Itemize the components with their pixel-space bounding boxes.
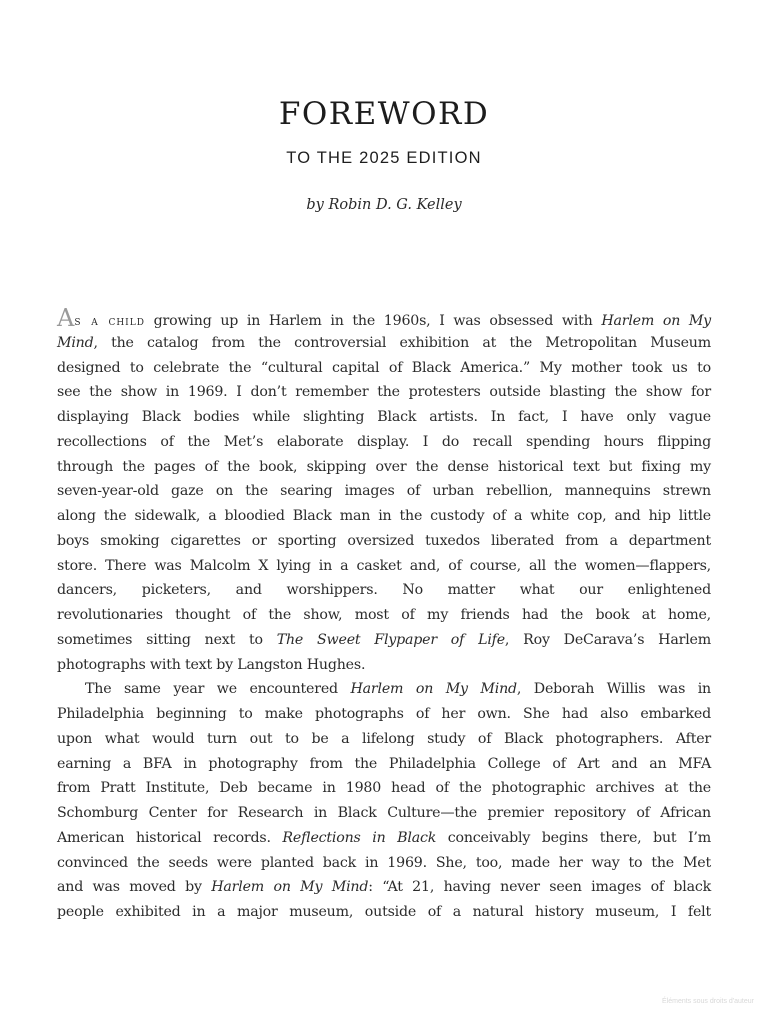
text-line [57, 504, 711, 529]
text-run: dancers, picketers, and worshippers. No matter what our enlightened [57, 582, 711, 599]
text-line [57, 727, 711, 752]
text-line [57, 851, 711, 876]
text-line [57, 603, 711, 628]
text-line [57, 752, 711, 777]
text-run: store. There was Malcolm X lying in a casket and, of course, all the women—flappers, [57, 557, 711, 574]
text-line [57, 529, 711, 554]
text-run: from Pratt Institute, Deb became in 1980 head of the photographic archives at the [57, 780, 711, 797]
text-line [57, 677, 711, 702]
author-byline: by Robin D. G. Kelley [306, 197, 462, 213]
text-line [57, 554, 711, 579]
text-run: revolutionaries thought of the show, most of my friends had the book at home, [57, 607, 711, 623]
text-line [57, 405, 711, 430]
text-line [57, 776, 711, 801]
text-run: upon what would turn out to be a lifelong study of Black photographers. After [57, 730, 711, 747]
italic-title: Harlem on My [601, 313, 712, 329]
text-run: Schomburg Center for Research in Black Culture—the premier repository of African [57, 805, 711, 821]
text-line [57, 875, 711, 900]
text-run: designed to celebrate the “cultural capital of Black America.” My mother took us to [57, 359, 711, 376]
text-line [57, 380, 711, 405]
text-run: Philadelphia beginning to make photographs of her own. She had also embarked [57, 706, 711, 722]
text-run: along the sidewalk, a bloodied Black man in the custody of a white cop, and hip little [57, 508, 711, 524]
text-run: , the catalog from the controversial exhibition at the Metropolitan Museum [93, 334, 711, 351]
text-line [57, 702, 711, 727]
text-run: American historical records. [57, 829, 283, 846]
italic-title: Harlem on My Mind [350, 681, 517, 698]
chapter-subtitle: TO THE 2025 EDITION [286, 149, 482, 167]
italic-title: Harlem on My Mind [211, 879, 369, 896]
text-run: sometimes sitting next to [57, 631, 277, 648]
text-run: recollections of the Met’s elaborate display. I do recall spending hours flipping [57, 433, 711, 450]
italic-title: Mind [57, 334, 94, 351]
text-run: growing up in Harlem in the 1960s, I was obsessed with [144, 313, 602, 329]
text-run: displaying Black bodies while slighting Black artists. In fact, I have only vague [57, 409, 711, 425]
text-run: boys smoking cigarettes or sporting oversized tuxedos liberated from a department [57, 532, 711, 549]
text-line [57, 628, 711, 653]
text-run: and was moved by [57, 879, 212, 896]
text-run: seven-year-old gaze on the searing images of urban rebellion, mannequins strewn [57, 483, 711, 500]
text-run: convinced the seeds were planted back in 1969. She, too, made her way to the Met [57, 854, 711, 871]
text-line [57, 801, 711, 826]
text-run: people exhibited in a major museum, outside of a natural history museum, I felt [57, 904, 711, 920]
text-line [57, 306, 711, 331]
text-line [57, 356, 711, 381]
text-run: through the pages of the book, skipping over the dense historical text but fixing my [57, 458, 711, 475]
text-run: : “At 21, having never seen images of black [368, 879, 712, 896]
drop-cap: A [57, 304, 75, 332]
text-run: , Roy DeCarava’s Harlem [504, 631, 711, 648]
text-line [57, 900, 711, 925]
italic-title: Reflections in Black [282, 829, 437, 846]
text-run: conceivably begins there, but I’m [436, 829, 711, 846]
text-run: photographs with text by Langston Hughes. [57, 656, 366, 673]
text-line [57, 455, 711, 480]
text-run: earning a BFA in photography from the Philadelphia College of Art and an MFA [57, 755, 711, 772]
paragraph-2 [57, 677, 711, 925]
text-line [57, 826, 711, 851]
text-line [57, 331, 711, 356]
text-run: see the show in 1969. I don’t remember the protesters outside blasting the show for [57, 384, 711, 401]
body-text [57, 306, 711, 925]
small-caps-lead: s a child [74, 313, 145, 329]
text-run: , Deborah Willis was in [516, 681, 711, 698]
text-line [57, 653, 711, 678]
copyright-watermark: Éléments sous droits d'auteur [662, 998, 754, 1005]
text-line [57, 479, 711, 504]
text-line [57, 430, 711, 455]
italic-title: The Sweet Flypaper of Life [276, 631, 505, 648]
paragraph-1 [57, 306, 711, 677]
chapter-title: FOREWORD [278, 96, 490, 132]
text-line [57, 578, 711, 603]
text-run: The same year we encountered [85, 681, 351, 698]
